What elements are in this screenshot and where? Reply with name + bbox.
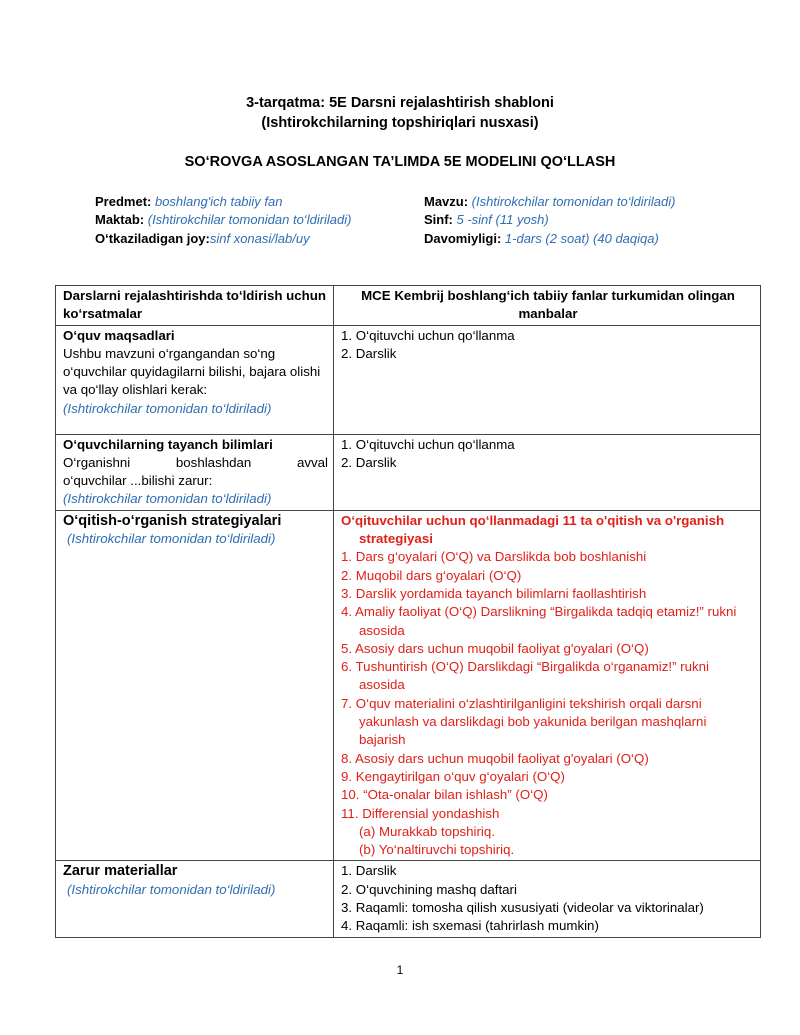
meta-maktab: [95, 212, 351, 227]
table-row: [56, 434, 761, 510]
row-text: o‘quvchilar ...bilishi zarur:: [63, 473, 213, 489]
document-heading: SO‘ROVGA ASOSLANGAN TA’LIMDA 5E MODELINI QO‘LLASH: [184, 154, 616, 170]
davom-value: 1-dars (2 soat) (40 daqiqa): [501, 231, 659, 246]
list-item: 2. Darslik: [341, 345, 397, 361]
list-item: 3. Raqamli: tomosha qilish xususiyati (videolar va viktorinalar): [341, 900, 704, 916]
header-right-cell: MCE Kembrij boshlang‘ich tabiiy fanlar turkumidan olingan manbalar: [334, 286, 761, 326]
row-strategies: [56, 510, 334, 861]
row-note: (Ishtirokchilar tomonidan to‘ldiriladi): [67, 881, 276, 897]
predmet-value: boshlang'ich tabiiy fan: [151, 194, 283, 209]
sinf-label: Sinf:: [424, 212, 453, 227]
list-item: 2. Muqobil dars g‘oyalari (O‘Q): [341, 567, 522, 583]
meta-davomiyligi: [424, 231, 659, 246]
list-item: 1. Darslik: [341, 863, 397, 879]
header-left-cell: Darslarni rejalashtirishda to‘ldirish uchun ko‘rsatmalar: [56, 286, 334, 326]
row-prior-knowledge: [56, 434, 334, 510]
list-item: 1. O‘qituvchi uchun qo‘llanma: [341, 436, 515, 452]
list-item: 2. O‘quvchining mashq daftari: [341, 881, 517, 897]
row-note: (Ishtirokchilar tomonidan to‘ldiriladi): [63, 400, 272, 416]
row-text: O‘rganishni boshlashdan avval: [63, 454, 328, 470]
row-title: Zarur materiallar: [63, 863, 178, 880]
list-item: 11. Differensial yondashish: [341, 805, 500, 821]
list-item: 9. Kengaytirilgan o‘quv g‘oyalari (O‘Q): [341, 768, 565, 784]
meta-joy: [95, 231, 310, 246]
list-item: 7. O‘quv materialini o‘zlashtirilganligini tekshirish orqali darsni yakunlash va darslikdagi bob yakunida berilgan mashqlarni bajarish: [341, 695, 707, 748]
sinf-value: 5 -sinf (11 yosh): [452, 212, 549, 227]
list-subitem: (b) Yo‘naltiruvchi topshiriq.: [359, 842, 515, 858]
list-item: 8. Asosiy dars uchun muqobil faoliyat g'oyalari (O‘Q): [341, 750, 649, 766]
table-row: [56, 861, 761, 937]
row-note: (Ishtirokchilar tomonidan to‘ldiriladi): [63, 491, 272, 507]
lesson-plan-table: [55, 285, 761, 938]
list-item: 6. Tushuntirish (O‘Q) Darslikdagi “Birgalikda o‘rganamiz!” rukni asosida: [341, 659, 710, 693]
maktab-value: (Ishtirokchilar tomonidan to‘ldiriladi): [144, 212, 352, 227]
list-subitem: (a) Murakkab topshiriq.: [359, 823, 495, 839]
strategy-heading: O‘qituvchilar uchun qo‘llanmadagi 11 ta o'qitish va o'rganish strategiyasi: [341, 512, 725, 547]
row-title: O‘quv maqsadlari: [63, 327, 175, 343]
maktab-label: Maktab:: [95, 212, 145, 227]
meta-predmet: [95, 194, 282, 209]
joy-value: sinf xonasi/lab/uy: [209, 231, 310, 246]
page-number: 1: [396, 963, 404, 977]
row-strategy-list: [334, 510, 761, 861]
row-materials-list: [334, 861, 761, 937]
list-item: 1. Dars g‘oyalari (O‘Q) va Darslikda bob boshlanishi: [341, 549, 647, 565]
predmet-label: Predmet:: [95, 194, 152, 209]
row-note: (Ishtirokchilar tomonidan to‘ldiriladi): [67, 531, 276, 547]
mavzu-value: (Ishtirokchilar tomonidan to‘ldiriladi): [468, 194, 676, 209]
row-resources: [334, 325, 761, 434]
list-item: 10. “Ota-onalar bilan ishlash” (O‘Q): [341, 787, 548, 803]
table-row: [56, 325, 761, 434]
row-text: Ushbu mavzuni o‘rgangandan so‘ng o‘quvchilar quyidagilarni bilishi, bajara olishi va qo‘llay olishlari kerak:: [63, 345, 321, 398]
joy-label: O‘tkaziladigan joy:: [95, 231, 210, 246]
list-item: 3. Darslik yordamida tayanch bilimlarni faollashtirish: [341, 585, 647, 601]
handout-title: 3-tarqatma: 5E Darsni rejalashtirish shabloni: [246, 95, 554, 111]
list-item: 5. Asosiy dars uchun muqobil faoliyat g'oyalari (O‘Q): [341, 640, 649, 656]
table-header-row: [56, 286, 761, 326]
row-materials: [56, 861, 334, 937]
handout-subtitle: (Ishtirokchilarning topshiriqlari nusxasi): [261, 115, 539, 131]
meta-sinf: [424, 212, 549, 227]
mavzu-label: Mavzu:: [424, 194, 469, 209]
row-resources: [334, 434, 761, 510]
row-title: O‘qitish-o‘rganish strategiyalari: [63, 512, 282, 529]
list-item: 2. Darslik: [341, 454, 397, 470]
list-item: 1. O‘qituvchi uchun qo‘llanma: [341, 327, 515, 343]
davom-label: Davomiyligi:: [424, 231, 502, 246]
list-item: 4. Raqamli: ish sxemasi (tahrirlash mumkin): [341, 918, 599, 934]
row-learning-objectives: [56, 325, 334, 434]
row-title: O‘quvchilarning tayanch bilimlari: [63, 436, 273, 452]
meta-mavzu: [424, 194, 675, 209]
table-row: [56, 510, 761, 861]
list-item: 4. Amaliy faoliyat (O‘Q) Darslikning “Birgalikda tadqiq etamiz!” rukni asosida: [341, 604, 737, 638]
